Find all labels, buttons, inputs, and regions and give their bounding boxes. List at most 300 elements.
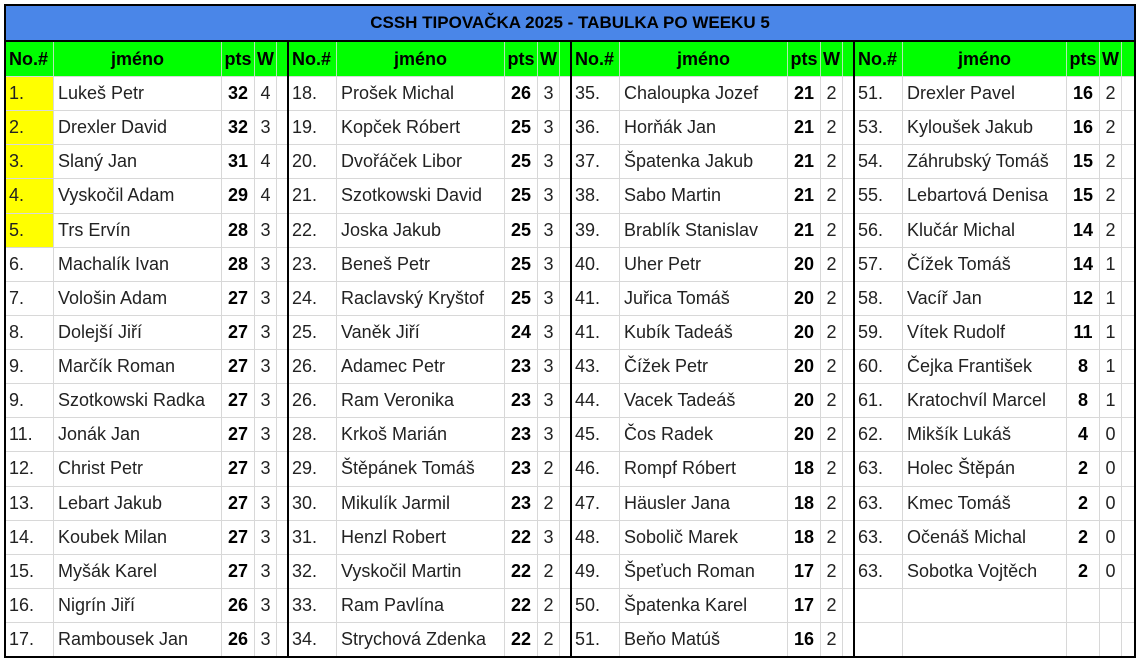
rank-cell: 46. <box>572 452 620 485</box>
rank-cell: 41. <box>572 282 620 315</box>
header-no: No.# <box>289 42 337 76</box>
rank-cell: 59. <box>855 316 903 349</box>
points-cell: 21 <box>788 145 821 178</box>
header-no: No.# <box>855 42 903 76</box>
rank-cell: 29. <box>289 452 337 485</box>
wins-cell: 2 <box>821 214 843 247</box>
player-name-cell: Kyloušek Jakub <box>903 111 1067 144</box>
player-name-cell: Sabo Martin <box>620 179 788 212</box>
table-row <box>289 76 570 110</box>
table-row <box>855 588 1134 622</box>
table-row <box>6 383 287 417</box>
player-name-cell: Rambousek Jan <box>54 623 222 656</box>
points-cell: 2 <box>1067 452 1100 485</box>
table-row <box>6 247 287 281</box>
points-cell: 25 <box>505 282 538 315</box>
player-name-cell: Adamec Petr <box>337 350 505 383</box>
header-w: W <box>1100 42 1122 76</box>
points-cell: 16 <box>1067 111 1100 144</box>
points-cell: 22 <box>505 623 538 656</box>
rank-cell: 8. <box>6 316 54 349</box>
header-pts: pts <box>222 42 255 76</box>
points-cell: 14 <box>1067 248 1100 281</box>
points-cell: 27 <box>222 282 255 315</box>
points-cell: 23 <box>505 452 538 485</box>
player-name-cell: Slaný Jan <box>54 145 222 178</box>
points-cell: 24 <box>505 316 538 349</box>
table-row <box>289 349 570 383</box>
points-cell: 20 <box>788 350 821 383</box>
wins-cell: 3 <box>255 248 277 281</box>
player-name-cell: Mikulík Jarmil <box>337 487 505 520</box>
wins-cell: 2 <box>821 623 843 656</box>
table-row <box>6 588 287 622</box>
rank-cell: 24. <box>289 282 337 315</box>
wins-cell: 2 <box>821 452 843 485</box>
points-cell: 28 <box>222 214 255 247</box>
table-row <box>572 213 853 247</box>
points-cell: 21 <box>788 179 821 212</box>
player-name-cell: Ram Veronika <box>337 384 505 417</box>
points-cell: 25 <box>505 111 538 144</box>
table-row <box>855 247 1134 281</box>
points-cell: 16 <box>1067 77 1100 110</box>
points-cell: 27 <box>222 316 255 349</box>
rank-cell: 34. <box>289 623 337 656</box>
standings-column-2 <box>289 42 572 656</box>
table-row <box>855 76 1134 110</box>
rank-cell: 26. <box>289 384 337 417</box>
points-cell: 27 <box>222 452 255 485</box>
rank-cell: 23. <box>289 248 337 281</box>
table-row <box>855 144 1134 178</box>
points-cell: 12 <box>1067 282 1100 315</box>
table-row <box>6 486 287 520</box>
rank-cell: 9. <box>6 384 54 417</box>
points-cell: 23 <box>505 350 538 383</box>
table-row <box>6 622 287 656</box>
player-name-cell: Vítek Rudolf <box>903 316 1067 349</box>
table-row <box>855 213 1134 247</box>
player-name-cell: Juřica Tomáš <box>620 282 788 315</box>
points-cell: 27 <box>222 384 255 417</box>
rank-cell: 48. <box>572 521 620 554</box>
points-cell: 21 <box>788 77 821 110</box>
points-cell: 11 <box>1067 316 1100 349</box>
wins-cell <box>1100 623 1122 656</box>
player-name-cell: Myšák Karel <box>54 555 222 588</box>
points-cell: 27 <box>222 555 255 588</box>
table-row <box>855 451 1134 485</box>
player-name-cell: Dvořáček Libor <box>337 145 505 178</box>
wins-cell: 3 <box>538 282 560 315</box>
wins-cell: 2 <box>821 111 843 144</box>
wins-cell: 3 <box>255 111 277 144</box>
points-cell <box>1067 589 1100 622</box>
player-name-cell: Prošek Michal <box>337 77 505 110</box>
points-cell: 18 <box>788 521 821 554</box>
table-row <box>855 554 1134 588</box>
standings-column-3 <box>572 42 855 656</box>
rank-cell: 56. <box>855 214 903 247</box>
points-cell: 25 <box>505 214 538 247</box>
table-row <box>855 383 1134 417</box>
wins-cell: 3 <box>255 623 277 656</box>
rank-cell: 3. <box>6 145 54 178</box>
column-header-row <box>572 42 853 76</box>
table-row <box>572 178 853 212</box>
table-row <box>6 520 287 554</box>
rank-cell: 21. <box>289 179 337 212</box>
rank-cell: 17. <box>6 623 54 656</box>
table-row <box>572 110 853 144</box>
player-name-cell: Mikšík Lukáš <box>903 418 1067 451</box>
points-cell: 22 <box>505 555 538 588</box>
table-row <box>572 486 853 520</box>
wins-cell: 0 <box>1100 418 1122 451</box>
table-row <box>289 110 570 144</box>
table-row <box>572 588 853 622</box>
rank-cell: 45. <box>572 418 620 451</box>
wins-cell: 2 <box>1100 214 1122 247</box>
wins-cell: 2 <box>821 418 843 451</box>
points-cell <box>1067 623 1100 656</box>
table-row <box>572 383 853 417</box>
rank-cell: 41. <box>572 316 620 349</box>
player-name-cell: Lukeš Petr <box>54 77 222 110</box>
rank-cell: 61. <box>855 384 903 417</box>
rank-cell: 37. <box>572 145 620 178</box>
wins-cell: 3 <box>255 282 277 315</box>
table-row <box>289 520 570 554</box>
player-name-cell: Ram Pavlína <box>337 589 505 622</box>
rank-cell: 12. <box>6 452 54 485</box>
wins-cell: 2 <box>1100 179 1122 212</box>
player-name-cell: Koubek Milan <box>54 521 222 554</box>
player-name-cell: Vacíř Jan <box>903 282 1067 315</box>
table-row <box>289 281 570 315</box>
wins-cell: 2 <box>821 589 843 622</box>
player-name-cell: Sobolič Marek <box>620 521 788 554</box>
column-header-row <box>6 42 287 76</box>
wins-cell: 3 <box>255 487 277 520</box>
points-cell: 27 <box>222 350 255 383</box>
table-row <box>855 486 1134 520</box>
table-row <box>6 281 287 315</box>
wins-cell: 1 <box>1100 282 1122 315</box>
points-cell: 23 <box>505 384 538 417</box>
rank-cell <box>855 623 903 656</box>
rank-cell: 30. <box>289 487 337 520</box>
wins-cell: 2 <box>538 623 560 656</box>
rank-cell: 60. <box>855 350 903 383</box>
rank-cell: 33. <box>289 589 337 622</box>
header-name: jméno <box>54 42 222 76</box>
rank-cell: 6. <box>6 248 54 281</box>
rank-cell: 38. <box>572 179 620 212</box>
wins-cell: 3 <box>255 452 277 485</box>
player-name-cell: Lebart Jakub <box>54 487 222 520</box>
table-row <box>572 281 853 315</box>
wins-cell: 3 <box>255 521 277 554</box>
wins-cell: 2 <box>821 350 843 383</box>
wins-cell: 2 <box>1100 145 1122 178</box>
wins-cell: 3 <box>538 316 560 349</box>
player-name-cell: Čížek Petr <box>620 350 788 383</box>
table-row <box>855 110 1134 144</box>
rank-cell: 43. <box>572 350 620 383</box>
player-name-cell: Chaloupka Jozef <box>620 77 788 110</box>
points-cell: 2 <box>1067 487 1100 520</box>
wins-cell: 0 <box>1100 521 1122 554</box>
points-cell: 20 <box>788 282 821 315</box>
player-name-cell: Klučár Michal <box>903 214 1067 247</box>
column-header-row <box>855 42 1134 76</box>
header-w: W <box>255 42 277 76</box>
player-name-cell: Čejka František <box>903 350 1067 383</box>
points-cell: 25 <box>505 145 538 178</box>
rank-cell: 51. <box>855 77 903 110</box>
rank-cell: 44. <box>572 384 620 417</box>
table-row <box>289 178 570 212</box>
table-row <box>289 213 570 247</box>
wins-cell: 0 <box>1100 452 1122 485</box>
points-cell: 15 <box>1067 145 1100 178</box>
player-name-cell: Jonák Jan <box>54 418 222 451</box>
player-name-cell: Marčík Roman <box>54 350 222 383</box>
wins-cell: 3 <box>255 555 277 588</box>
table-row <box>572 76 853 110</box>
rank-cell: 20. <box>289 145 337 178</box>
player-name-cell: Lebartová Denisa <box>903 179 1067 212</box>
points-cell: 32 <box>222 77 255 110</box>
table-row <box>289 315 570 349</box>
wins-cell: 3 <box>538 77 560 110</box>
rank-cell: 49. <box>572 555 620 588</box>
points-cell: 20 <box>788 316 821 349</box>
table-row <box>572 554 853 588</box>
wins-cell: 2 <box>538 555 560 588</box>
player-name-cell: Vološin Adam <box>54 282 222 315</box>
points-cell: 17 <box>788 555 821 588</box>
table-row <box>6 315 287 349</box>
rank-cell: 63. <box>855 452 903 485</box>
rank-cell: 9. <box>6 350 54 383</box>
wins-cell: 1 <box>1100 316 1122 349</box>
table-row <box>6 451 287 485</box>
player-name-cell: Rompf Róbert <box>620 452 788 485</box>
table-row <box>289 247 570 281</box>
rank-cell: 36. <box>572 111 620 144</box>
points-cell: 17 <box>788 589 821 622</box>
table-row <box>289 451 570 485</box>
rank-cell: 2. <box>6 111 54 144</box>
player-name-cell: Szotkowski Radka <box>54 384 222 417</box>
rank-cell: 58. <box>855 282 903 315</box>
table-row <box>855 520 1134 554</box>
wins-cell: 2 <box>821 145 843 178</box>
points-cell: 2 <box>1067 521 1100 554</box>
rank-cell: 32. <box>289 555 337 588</box>
rank-cell: 63. <box>855 487 903 520</box>
table-row <box>572 417 853 451</box>
points-cell: 27 <box>222 521 255 554</box>
table-row <box>855 622 1134 656</box>
rank-cell: 4. <box>6 179 54 212</box>
table-row <box>289 588 570 622</box>
points-cell: 32 <box>222 111 255 144</box>
wins-cell: 2 <box>821 521 843 554</box>
player-name-cell: Záhrubský Tomáš <box>903 145 1067 178</box>
header-no: No.# <box>6 42 54 76</box>
player-name-cell: Kmec Tomáš <box>903 487 1067 520</box>
standings-sheet <box>4 4 1136 658</box>
header-w: W <box>538 42 560 76</box>
player-name-cell: Häusler Jana <box>620 487 788 520</box>
wins-cell: 2 <box>821 384 843 417</box>
rank-cell: 13. <box>6 487 54 520</box>
rank-cell: 51. <box>572 623 620 656</box>
points-cell: 2 <box>1067 555 1100 588</box>
rank-cell: 40. <box>572 248 620 281</box>
table-row <box>855 281 1134 315</box>
header-name: jméno <box>620 42 788 76</box>
player-name-cell: Čížek Tomáš <box>903 248 1067 281</box>
rank-cell: 63. <box>855 555 903 588</box>
points-cell: 23 <box>505 418 538 451</box>
player-name-cell: Špatenka Jakub <box>620 145 788 178</box>
table-row <box>6 144 287 178</box>
player-name-cell: Štěpánek Tomáš <box>337 452 505 485</box>
player-name-cell: Uher Petr <box>620 248 788 281</box>
rank-cell: 1. <box>6 77 54 110</box>
points-cell: 27 <box>222 487 255 520</box>
table-row <box>289 486 570 520</box>
table-row <box>572 144 853 178</box>
rank-cell: 39. <box>572 214 620 247</box>
points-cell: 4 <box>1067 418 1100 451</box>
header-no: No.# <box>572 42 620 76</box>
table-row <box>289 144 570 178</box>
player-name-cell: Vyskočil Adam <box>54 179 222 212</box>
player-name-cell: Horňák Jan <box>620 111 788 144</box>
player-name-cell: Drexler Pavel <box>903 77 1067 110</box>
points-cell: 29 <box>222 179 255 212</box>
wins-cell: 3 <box>255 589 277 622</box>
points-cell: 25 <box>505 248 538 281</box>
rank-cell: 14. <box>6 521 54 554</box>
player-name-cell: Szotkowski David <box>337 179 505 212</box>
table-row <box>572 247 853 281</box>
rank-cell: 31. <box>289 521 337 554</box>
wins-cell: 3 <box>538 350 560 383</box>
table-row <box>6 349 287 383</box>
wins-cell: 3 <box>538 248 560 281</box>
header-pts: pts <box>788 42 821 76</box>
player-name-cell: Očenáš Michal <box>903 521 1067 554</box>
wins-cell: 3 <box>538 418 560 451</box>
wins-cell: 3 <box>538 111 560 144</box>
rank-cell: 16. <box>6 589 54 622</box>
table-row <box>855 349 1134 383</box>
player-name-cell: Špatenka Karel <box>620 589 788 622</box>
table-row <box>6 554 287 588</box>
header-pts: pts <box>1067 42 1100 76</box>
table-row <box>289 622 570 656</box>
points-cell: 15 <box>1067 179 1100 212</box>
wins-cell: 4 <box>255 179 277 212</box>
player-name-cell: Vaněk Jiří <box>337 316 505 349</box>
player-name-cell: Kratochvíl Marcel <box>903 384 1067 417</box>
header-pts: pts <box>505 42 538 76</box>
points-cell: 26 <box>222 589 255 622</box>
player-name-cell: Raclavský Kryštof <box>337 282 505 315</box>
points-cell: 8 <box>1067 384 1100 417</box>
wins-cell: 2 <box>538 452 560 485</box>
wins-cell: 3 <box>255 316 277 349</box>
wins-cell: 0 <box>1100 487 1122 520</box>
points-cell: 28 <box>222 248 255 281</box>
wins-cell: 2 <box>821 487 843 520</box>
standings-column-1 <box>6 42 289 656</box>
player-name-cell: Christ Petr <box>54 452 222 485</box>
header-w: W <box>821 42 843 76</box>
player-name-cell: Špeťuch Roman <box>620 555 788 588</box>
rank-cell: 62. <box>855 418 903 451</box>
wins-cell: 1 <box>1100 248 1122 281</box>
table-row <box>6 178 287 212</box>
table-row <box>289 383 570 417</box>
points-cell: 20 <box>788 418 821 451</box>
table-row <box>572 451 853 485</box>
sheet-title: CSSH TIPOVAČKA 2025 - TABULKA PO WEEKU 5 <box>6 6 1134 42</box>
rank-cell: 15. <box>6 555 54 588</box>
wins-cell: 2 <box>821 179 843 212</box>
table-row <box>6 213 287 247</box>
wins-cell: 2 <box>821 77 843 110</box>
player-name-cell: Joska Jakub <box>337 214 505 247</box>
table-row <box>855 417 1134 451</box>
points-cell: 23 <box>505 487 538 520</box>
wins-cell: 4 <box>255 77 277 110</box>
player-name-cell <box>903 589 1067 622</box>
rank-cell: 7. <box>6 282 54 315</box>
table-row <box>572 622 853 656</box>
wins-cell: 2 <box>538 589 560 622</box>
table-row <box>572 349 853 383</box>
rank-cell: 5. <box>6 214 54 247</box>
wins-cell: 3 <box>538 179 560 212</box>
wins-cell: 3 <box>255 384 277 417</box>
points-cell: 14 <box>1067 214 1100 247</box>
table-row <box>572 520 853 554</box>
wins-cell: 1 <box>1100 350 1122 383</box>
points-cell: 18 <box>788 452 821 485</box>
wins-cell: 1 <box>1100 384 1122 417</box>
wins-cell: 2 <box>821 282 843 315</box>
rank-cell: 63. <box>855 521 903 554</box>
rank-cell: 53. <box>855 111 903 144</box>
player-name-cell: Vyskočil Martin <box>337 555 505 588</box>
header-name: jméno <box>337 42 505 76</box>
player-name-cell: Kopček Róbert <box>337 111 505 144</box>
player-name-cell: Vacek Tadeáš <box>620 384 788 417</box>
player-name-cell: Beneš Petr <box>337 248 505 281</box>
wins-cell: 3 <box>538 384 560 417</box>
wins-cell: 2 <box>538 487 560 520</box>
points-cell: 8 <box>1067 350 1100 383</box>
player-name-cell: Brablík Stanislav <box>620 214 788 247</box>
